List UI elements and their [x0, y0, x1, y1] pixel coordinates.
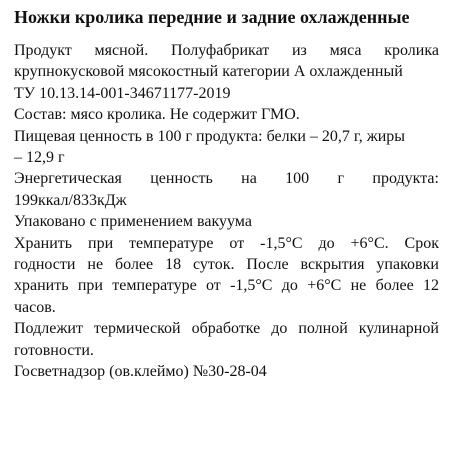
veterinary-mark [14, 361, 439, 382]
word: Срок [404, 234, 439, 252]
product-description [14, 40, 439, 104]
word: 100 [285, 170, 310, 188]
word: обработке [191, 320, 261, 338]
word: до [281, 277, 298, 295]
product-description-line-2: крупнокусковой мясокостный категории А охлажденный [14, 63, 403, 81]
product-spec-code: ТУ 10.13.14-001-34671177-2019 [14, 84, 231, 102]
word: +6°С [307, 277, 342, 295]
word: на [241, 170, 257, 188]
word: кролика [384, 42, 439, 59]
cooking-line-2: готовности. [14, 341, 94, 359]
energy-value [14, 168, 439, 211]
word: г [337, 170, 345, 188]
word: ценность [150, 170, 213, 188]
storage-line-2 [14, 254, 439, 275]
packaging-info [14, 211, 439, 232]
word: из [291, 42, 307, 59]
cooking-line-1 [14, 318, 439, 339]
word: до [318, 234, 335, 252]
word: не [87, 256, 104, 274]
word: Хранить [14, 234, 73, 252]
word: мясной. [94, 42, 149, 59]
word: при [77, 277, 103, 295]
word: до [271, 320, 288, 338]
cooking-instructions [14, 318, 439, 361]
word: Подлежит [14, 320, 83, 338]
word: Полуфабрикат [170, 42, 270, 59]
composition [14, 104, 439, 125]
word: температуре [129, 234, 214, 252]
word: вскрытия [300, 256, 365, 274]
storage-line-3 [14, 275, 439, 296]
word: от [229, 234, 245, 252]
word: годности [14, 256, 76, 274]
word: полной [298, 320, 348, 338]
product-title: Ножки кролика передние и задние охлажденные [14, 7, 410, 27]
word: Продукт [14, 42, 72, 59]
word: более [375, 277, 414, 295]
composition-text: Состав: мясо кролика. Не содержит ГМО. [14, 106, 300, 124]
word: -1,5°С [260, 234, 303, 252]
energy-line-1 [14, 168, 439, 189]
energy-line-2: 199ккал/833кДж [14, 191, 127, 209]
word: не [350, 277, 367, 295]
nutrition-facts [14, 126, 439, 169]
storage-line-1 [14, 233, 439, 254]
word: Энергетическая [14, 170, 122, 188]
word: продукта: [372, 170, 439, 188]
word: от [205, 277, 221, 295]
storage-conditions [14, 233, 439, 319]
word: более [115, 256, 154, 274]
word: температуре [112, 277, 197, 295]
word: суток. [193, 256, 235, 274]
veterinary-mark-text: Госветнадзор (ов.клеймо) №30-28-04 [14, 363, 267, 381]
word: мяса [329, 42, 362, 59]
nutrition-line-1: Пищевая ценность в 100 г продукта: белки – 20,7 г, жиры [14, 127, 406, 145]
word: при [88, 234, 114, 252]
packaging-text: Упаковано с применением вакуума [14, 213, 252, 231]
word: кулинарной [358, 320, 439, 338]
word: -1,5°С [230, 277, 273, 295]
product-description-line-1 [14, 40, 439, 61]
word: +6°С. [350, 234, 389, 252]
word: После [246, 256, 289, 274]
word: 18 [165, 256, 182, 274]
nutrition-line-2: – 12,9 г [14, 149, 65, 167]
word: 12 [422, 277, 439, 295]
storage-line-4: часов. [14, 298, 56, 316]
word: термической [93, 320, 181, 338]
word: упаковки [376, 256, 439, 274]
word: хранить [14, 277, 69, 295]
